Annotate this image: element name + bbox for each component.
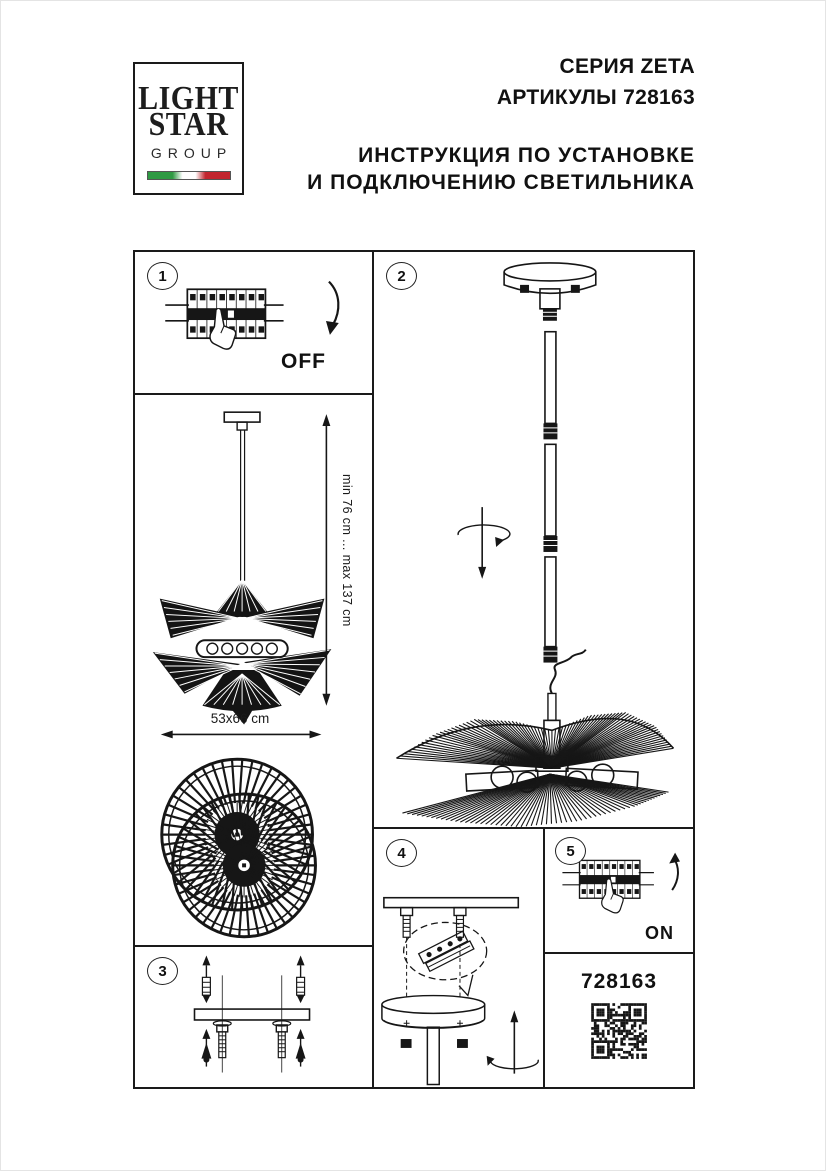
logo-word-star: STAR — [148, 105, 229, 143]
anchor-left — [201, 1029, 211, 1067]
on-label: ON — [645, 923, 674, 943]
terminal-block-icon — [419, 930, 474, 972]
ceiling-plate — [224, 412, 260, 422]
qr-code — [590, 1002, 648, 1060]
step-2-panel — [374, 252, 693, 829]
shade-bottom-fan — [402, 774, 668, 827]
anchor-right — [296, 1029, 306, 1067]
series-line: СЕРИЯ ZETA — [559, 55, 695, 78]
turn-on-arrow-icon — [672, 859, 678, 890]
step-1-number: 1 — [158, 267, 167, 285]
terminal-block-callout — [404, 922, 487, 995]
step-2-number: 2 — [397, 267, 406, 285]
logo-word-light: LIGHT — [138, 79, 239, 117]
height-dimension-text: min 76 cm ... max 137 cm — [340, 473, 354, 627]
height-dimension — [333, 395, 361, 705]
canopy — [382, 996, 485, 1029]
article-number: 728163 — [580, 970, 658, 993]
tighten-rotation-arrow-icon — [487, 1010, 539, 1073]
lamp-dimensions-panel — [135, 395, 374, 947]
screw-rotation-arrow-icon — [458, 507, 510, 579]
step-5-badge — [555, 837, 586, 865]
document-header — [307, 55, 695, 196]
shade-top-fan — [396, 712, 673, 768]
mounting-bracket — [194, 1009, 309, 1020]
chandelier-top-view — [162, 759, 316, 937]
step-3-badge — [147, 957, 178, 985]
title-line-1: ИНСТРУКЦИЯ ПО УСТАНОВКЕ — [358, 144, 695, 167]
step-1-panel — [135, 252, 374, 395]
mounting-bracket — [384, 898, 518, 908]
lightstar-logo — [133, 62, 244, 195]
step-1-badge — [147, 262, 178, 290]
step-3-panel — [135, 947, 374, 1087]
step-5-number: 5 — [566, 842, 575, 860]
step-3-number: 3 — [158, 962, 167, 980]
step-4-panel — [374, 829, 545, 1087]
wall-plug-left — [202, 956, 210, 1004]
off-label: OFF — [281, 350, 326, 373]
lamp-stem — [427, 1027, 439, 1084]
width-dimension-arrow — [161, 730, 322, 738]
ceiling-canopy — [504, 263, 596, 321]
nut-left — [401, 1039, 412, 1048]
instruction-title — [307, 142, 695, 196]
turn-off-arrow-icon — [329, 282, 338, 325]
italian-flag-bar — [147, 171, 231, 180]
wall-plug-right — [297, 956, 305, 1004]
title-line-2: И ПОДКЛЮЧЕНИЮ СВЕТИЛЬНИКА — [307, 171, 695, 194]
width-dimension-text: 53x66 cm — [210, 711, 270, 726]
step-4-number: 4 — [397, 844, 406, 862]
nut-right — [457, 1039, 468, 1048]
hanger-bolt-left — [401, 908, 413, 938]
canopy-mounting-illustration — [374, 829, 543, 1087]
step-5-panel — [545, 829, 693, 954]
step-4-badge — [386, 839, 417, 867]
step-2-badge — [386, 262, 417, 290]
rod-assembly-illustration — [374, 252, 693, 827]
height-dimension-arrow — [322, 414, 330, 706]
instruction-grid — [133, 250, 695, 1089]
article-qr-panel — [545, 954, 693, 1087]
rod-segment-2 — [543, 444, 557, 552]
logo-word-group: GROUP — [150, 145, 233, 161]
rod-segment-3 — [543, 557, 557, 663]
articles-line: АРТИКУЛЫ 728163 — [496, 86, 695, 109]
rod-segment-1 — [543, 332, 557, 440]
